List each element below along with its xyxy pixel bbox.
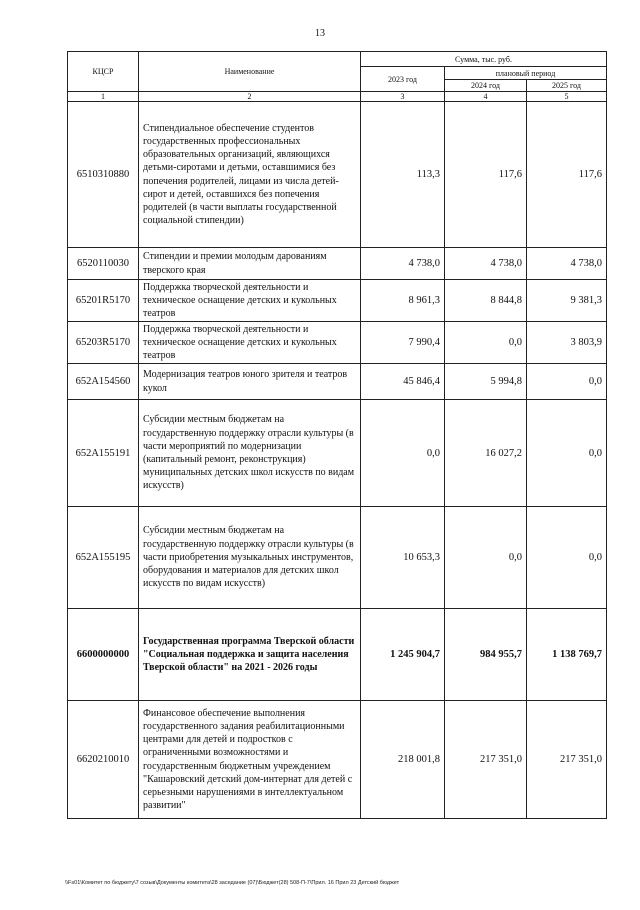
row-name: Финансовое обеспечение выполнения государственного задания реабилитационными центрами для детей и подростков с ограниченными возможностями и государственным бюджетным учреждением "Кашаровский детский дом-интернат для детей с серьезными нарушениями в интеллектуальном развитии" <box>139 701 361 819</box>
value-2023: 8 961,3 <box>361 280 445 322</box>
value-2023: 7 990,4 <box>361 322 445 364</box>
value-2025: 0,0 <box>527 364 607 400</box>
kcsr-code: 6620210010 <box>68 701 139 819</box>
table-row <box>68 701 607 819</box>
table-row <box>68 507 607 609</box>
kcsr-code: 652A155195 <box>68 507 139 609</box>
kcsr-code: 652A155191 <box>68 400 139 507</box>
header-2023: 2023 год <box>361 67 445 92</box>
row-name: Модернизация театров юного зрителя и театров кукол <box>139 364 361 400</box>
footer-path: \\Fs01\Комитет по бюджету\7 созыв\Документы комитета\28 заседание (07)\Бюджет(28) 508-П-7\Прил. 16 Прил 23 Детский бюджет <box>65 880 400 886</box>
col-number-5: 5 <box>527 92 607 102</box>
header-2024: 2024 год <box>445 80 527 92</box>
header-name: Наименование <box>139 52 361 92</box>
row-name: Стипендии и премии молодым дарованиям тверского края <box>139 248 361 280</box>
value-2025: 4 738,0 <box>527 248 607 280</box>
table-row <box>68 609 607 701</box>
page-number: 13 <box>315 28 325 39</box>
kcsr-code: 65201R5170 <box>68 280 139 322</box>
value-2025: 217 351,0 <box>527 701 607 819</box>
value-2025: 9 381,3 <box>527 280 607 322</box>
kcsr-code: 6510310880 <box>68 102 139 248</box>
table-row <box>68 280 607 322</box>
value-2023: 4 738,0 <box>361 248 445 280</box>
header-kcsr: КЦСР <box>68 52 139 92</box>
row-name: Поддержка творческой деятельности и техническое оснащение детских и кукольных театров <box>139 322 361 364</box>
row-name: Стипендиальное обеспечение студентов государственных профессиональных образовательных организаций, являющихся детьми-сиротами и детьми, оставшимися без попечения родителей, лицами из числа детей-сирот и детей, оставшихся без попечения родителей (в части выплаты государственной социальной стипендии) <box>139 102 361 248</box>
value-2024: 117,6 <box>445 102 527 248</box>
value-2023: 113,3 <box>361 102 445 248</box>
table-row <box>68 400 607 507</box>
value-2024: 217 351,0 <box>445 701 527 819</box>
table-row <box>68 102 607 248</box>
value-2024: 4 738,0 <box>445 248 527 280</box>
value-2023: 0,0 <box>361 400 445 507</box>
header-2025: 2025 год <box>527 80 607 92</box>
kcsr-code: 6600000000 <box>68 609 139 701</box>
row-name: Субсидии местным бюджетам на государственную поддержку отрасли культуры (в части мероприятий по модернизации (капитальный ремонт, реконструкция) муниципальных детских школ искусств по видам искусств) <box>139 400 361 507</box>
column-number-row <box>68 92 607 102</box>
value-2025: 0,0 <box>527 400 607 507</box>
value-2023: 10 653,3 <box>361 507 445 609</box>
header-row-top <box>68 52 607 67</box>
table-row <box>68 364 607 400</box>
table-row <box>68 248 607 280</box>
value-2025: 1 138 769,7 <box>527 609 607 701</box>
value-2024: 984 955,7 <box>445 609 527 701</box>
header-sum: Сумма, тыс. руб. <box>361 52 607 67</box>
kcsr-code: 65203R5170 <box>68 322 139 364</box>
value-2024: 0,0 <box>445 507 527 609</box>
col-number-4: 4 <box>445 92 527 102</box>
value-2023: 218 001,8 <box>361 701 445 819</box>
row-name: Государственная программа Тверской области "Социальная поддержка и защита населения Тверской области" на 2021 - 2026 годы <box>139 609 361 701</box>
budget-table-body <box>68 52 607 819</box>
row-name: Субсидии местным бюджетам на государственную поддержку отрасли культуры (в части приобретения музыкальных инструментов, оборудования и материалов для детских школ искусств по видам искусств) <box>139 507 361 609</box>
col-number-2: 2 <box>139 92 361 102</box>
value-2023: 1 245 904,7 <box>361 609 445 701</box>
table-row <box>68 322 607 364</box>
value-2024: 5 994,8 <box>445 364 527 400</box>
kcsr-code: 652A154560 <box>68 364 139 400</box>
budget-table <box>67 51 607 819</box>
value-2024: 8 844,8 <box>445 280 527 322</box>
header-plan-period: плановый период <box>445 67 607 80</box>
kcsr-code: 6520110030 <box>68 248 139 280</box>
value-2023: 45 846,4 <box>361 364 445 400</box>
col-number-1: 1 <box>68 92 139 102</box>
row-name: Поддержка творческой деятельности и техническое оснащение детских и кукольных театров <box>139 280 361 322</box>
value-2024: 0,0 <box>445 322 527 364</box>
value-2025: 0,0 <box>527 507 607 609</box>
col-number-3: 3 <box>361 92 445 102</box>
value-2025: 117,6 <box>527 102 607 248</box>
value-2025: 3 803,9 <box>527 322 607 364</box>
value-2024: 16 027,2 <box>445 400 527 507</box>
